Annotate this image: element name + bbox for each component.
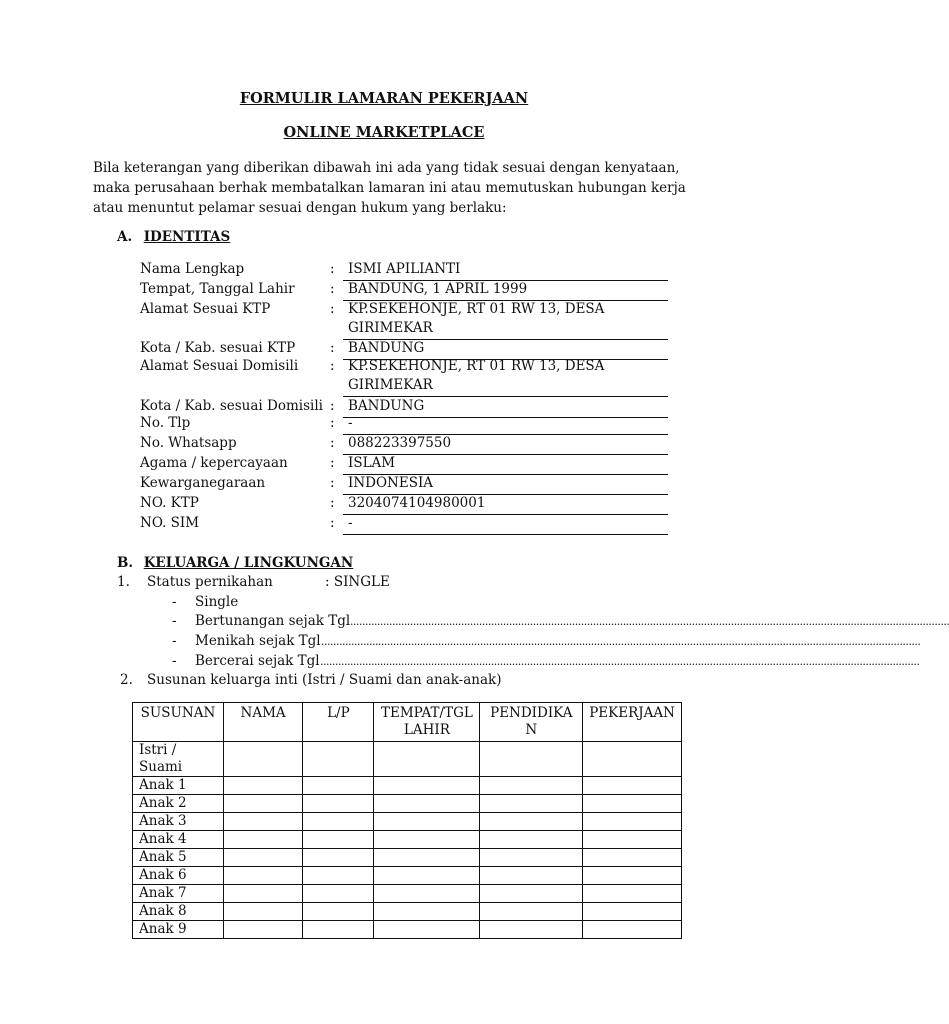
table-cell [374,867,480,885]
header-text: SUSUNAN [140,705,216,721]
table-row [133,867,682,885]
table-row [133,813,682,831]
family-composition-row [120,672,502,688]
row-label-cell [133,903,224,921]
table-row [133,777,682,795]
table-row [133,885,682,903]
table-header-cell [583,703,682,742]
table-cell [303,849,374,867]
field-value-continued: GIRIMEKAR [348,320,433,336]
table-cell [303,813,374,831]
table-cell [480,742,583,777]
field-value: INDONESIA [348,475,434,491]
option-bullet: - [172,653,177,669]
field-label: Kota / Kab. sesuai Domisili [140,398,323,414]
field-colon: : [330,435,335,451]
marital-option [172,613,949,629]
table-cell [583,795,682,813]
item-number: 1. [117,574,130,590]
field-colon: : [330,455,335,471]
marital-option [172,633,921,649]
row-label-cell [133,813,224,831]
field-label: No. Tlp [140,415,191,431]
field-value: KP.SEKEHONJE, RT 01 RW 13, DESA [348,301,605,317]
table-cell [480,777,583,795]
field-label: Agama / kepercayaan [140,455,288,471]
field-value: KP.SEKEHONJE, RT 01 RW 13, DESA [348,358,605,374]
marital-status-label: Status pernikahan [147,574,273,590]
intro-line: maka perusahaan berhak membatalkan lamaran ini atau memutuskan hubungan kerja [93,180,686,196]
table-header-cell [223,703,302,742]
marital-status-value: : SINGLE [325,574,390,590]
section-a-heading [117,229,230,245]
option-text: Menikah sejak Tgl [195,633,321,649]
table-cell [480,885,583,903]
header-text: L/P [327,705,350,721]
item-number: 2. [120,672,133,688]
table-cell [374,831,480,849]
field-underline [343,417,668,418]
table-cell [583,742,682,777]
header-text: PEKERJAAN [589,705,675,721]
row-label: Anak 9 [139,921,187,937]
table-cell [374,921,480,939]
table-header-cell [303,703,374,742]
row-label: Suami [139,759,183,775]
header-text: N [525,722,538,738]
field-underline [343,514,668,515]
table-cell [480,795,583,813]
field-value: ISMI APILIANTI [348,261,461,277]
table-row [133,849,682,867]
row-label: Anak 6 [139,867,187,883]
row-label-cell [133,742,224,777]
table-cell [583,849,682,867]
header-text: LAHIR [403,722,450,738]
option-text: Bertunangan sejak Tgl [195,613,351,629]
header-text: PENDIDIKA [490,705,573,721]
row-label: Anak 4 [139,831,187,847]
table-cell [223,795,302,813]
table-cell [303,831,374,849]
table-cell [223,742,302,777]
table-cell [583,885,682,903]
row-label-cell [133,849,224,867]
table-cell [374,795,480,813]
section-b-title: KELUARGA / LINGKUNGAN [143,555,354,571]
table-cell [303,795,374,813]
table-cell [583,921,682,939]
field-label: Alamat Sesuai KTP [140,301,271,317]
row-label: Anak 3 [139,813,187,829]
field-label: NO. KTP [140,495,199,511]
field-colon: : [330,358,335,374]
option-bullet: - [172,633,177,649]
field-label: NO. SIM [140,515,200,531]
date-fill-line: ........................................................................................................................................................................................................ [320,655,920,668]
table-cell [480,813,583,831]
field-colon: : [330,301,335,317]
marital-option [172,594,672,610]
family-table-header-row [133,703,682,742]
table-cell [303,777,374,795]
table-cell [303,867,374,885]
form-subtitle: ONLINE MARKETPLACE [283,124,485,141]
table-row [133,903,682,921]
option-text: Single [195,594,239,610]
table-row [133,795,682,813]
field-value: 088223397550 [348,435,452,451]
field-value: ISLAM [348,455,396,471]
marital-status-row [117,574,390,590]
table-cell [303,885,374,903]
field-label: Nama Lengkap [140,261,245,277]
table-cell [223,867,302,885]
row-label: Istri / [139,742,177,758]
field-colon: : [330,495,335,511]
row-label: Anak 1 [139,777,187,793]
table-header-cell [480,703,583,742]
field-label: Kewarganegaraan [140,475,266,491]
family-table [132,702,682,939]
table-row [133,921,682,939]
table-cell [480,921,583,939]
table-cell [583,777,682,795]
date-fill-line: ........................................................................................................................................................................................................ [321,635,921,648]
field-value: - [348,415,353,431]
table-header-cell [374,703,480,742]
table-cell [223,777,302,795]
row-label-cell [133,885,224,903]
row-label: Anak 5 [139,849,187,865]
intro-line: atau menuntut pelamar sesuai dengan hukum yang berlaku: [93,200,507,216]
table-cell [480,867,583,885]
row-label-cell [133,867,224,885]
option-bullet: - [172,594,177,610]
table-cell [480,849,583,867]
table-cell [583,867,682,885]
field-value: - [348,515,353,531]
table-cell [303,742,374,777]
field-colon: : [330,415,335,431]
table-cell [223,921,302,939]
date-fill-line: ........................................................................................................................................................................................................ [350,615,949,628]
field-colon: : [330,398,335,414]
field-label: Alamat Sesuai Domisili [140,358,299,374]
field-colon: : [330,340,335,356]
table-row [133,831,682,849]
table-header-cell [133,703,224,742]
field-value: BANDUNG, 1 APRIL 1999 [348,281,528,297]
header-text: NAMA [240,705,286,721]
table-cell [374,777,480,795]
table-cell [583,813,682,831]
row-label-cell [133,777,224,795]
intro-paragraph [93,158,693,218]
row-label-cell [133,921,224,939]
field-value: BANDUNG [348,340,425,356]
intro-line: Bila keterangan yang diberikan dibawah ini ada yang tidak sesuai dengan kenyataan, [93,160,680,176]
section-b-letter: B. [117,555,134,571]
row-label: Anak 8 [139,903,187,919]
table-cell [303,921,374,939]
field-underline [343,396,668,397]
table-cell [374,903,480,921]
section-a-title: IDENTITAS [143,229,231,245]
table-cell [374,813,480,831]
row-label-cell [133,795,224,813]
field-colon: : [330,281,335,297]
field-colon: : [330,261,335,277]
table-cell [223,813,302,831]
table-cell [223,831,302,849]
field-label: Tempat, Tanggal Lahir [140,281,295,297]
table-cell [374,885,480,903]
field-colon: : [330,515,335,531]
table-cell [480,831,583,849]
field-underline [343,534,668,535]
table-cell [583,903,682,921]
form-title: FORMULIR LAMARAN PEKERJAAN [239,90,529,107]
option-bullet: - [172,613,177,629]
field-colon: : [330,475,335,491]
family-table-body [133,742,682,939]
row-label: Anak 2 [139,795,187,811]
section-b-heading [117,555,353,571]
marital-option [172,653,920,669]
option-text: Bercerai sejak Tgl [195,653,320,669]
field-value-continued: GIRIMEKAR [348,377,433,393]
table-cell [374,742,480,777]
table-row [133,742,682,777]
field-label: Kota / Kab. sesuai KTP [140,340,296,356]
row-label: Anak 7 [139,885,187,901]
table-cell [223,885,302,903]
header-text: TEMPAT/TGL [380,705,473,721]
table-cell [223,903,302,921]
table-cell [374,849,480,867]
family-composition-label: Susunan keluarga inti (Istri / Suami dan anak-anak) [147,672,502,688]
field-label: No. Whatsapp [140,435,237,451]
table-cell [223,849,302,867]
section-a-letter: A. [117,229,133,245]
row-label-cell [133,831,224,849]
table-cell [583,831,682,849]
table-cell [303,903,374,921]
field-value: 3204074104980001 [348,495,486,511]
table-cell [480,903,583,921]
field-value: BANDUNG [348,398,425,414]
